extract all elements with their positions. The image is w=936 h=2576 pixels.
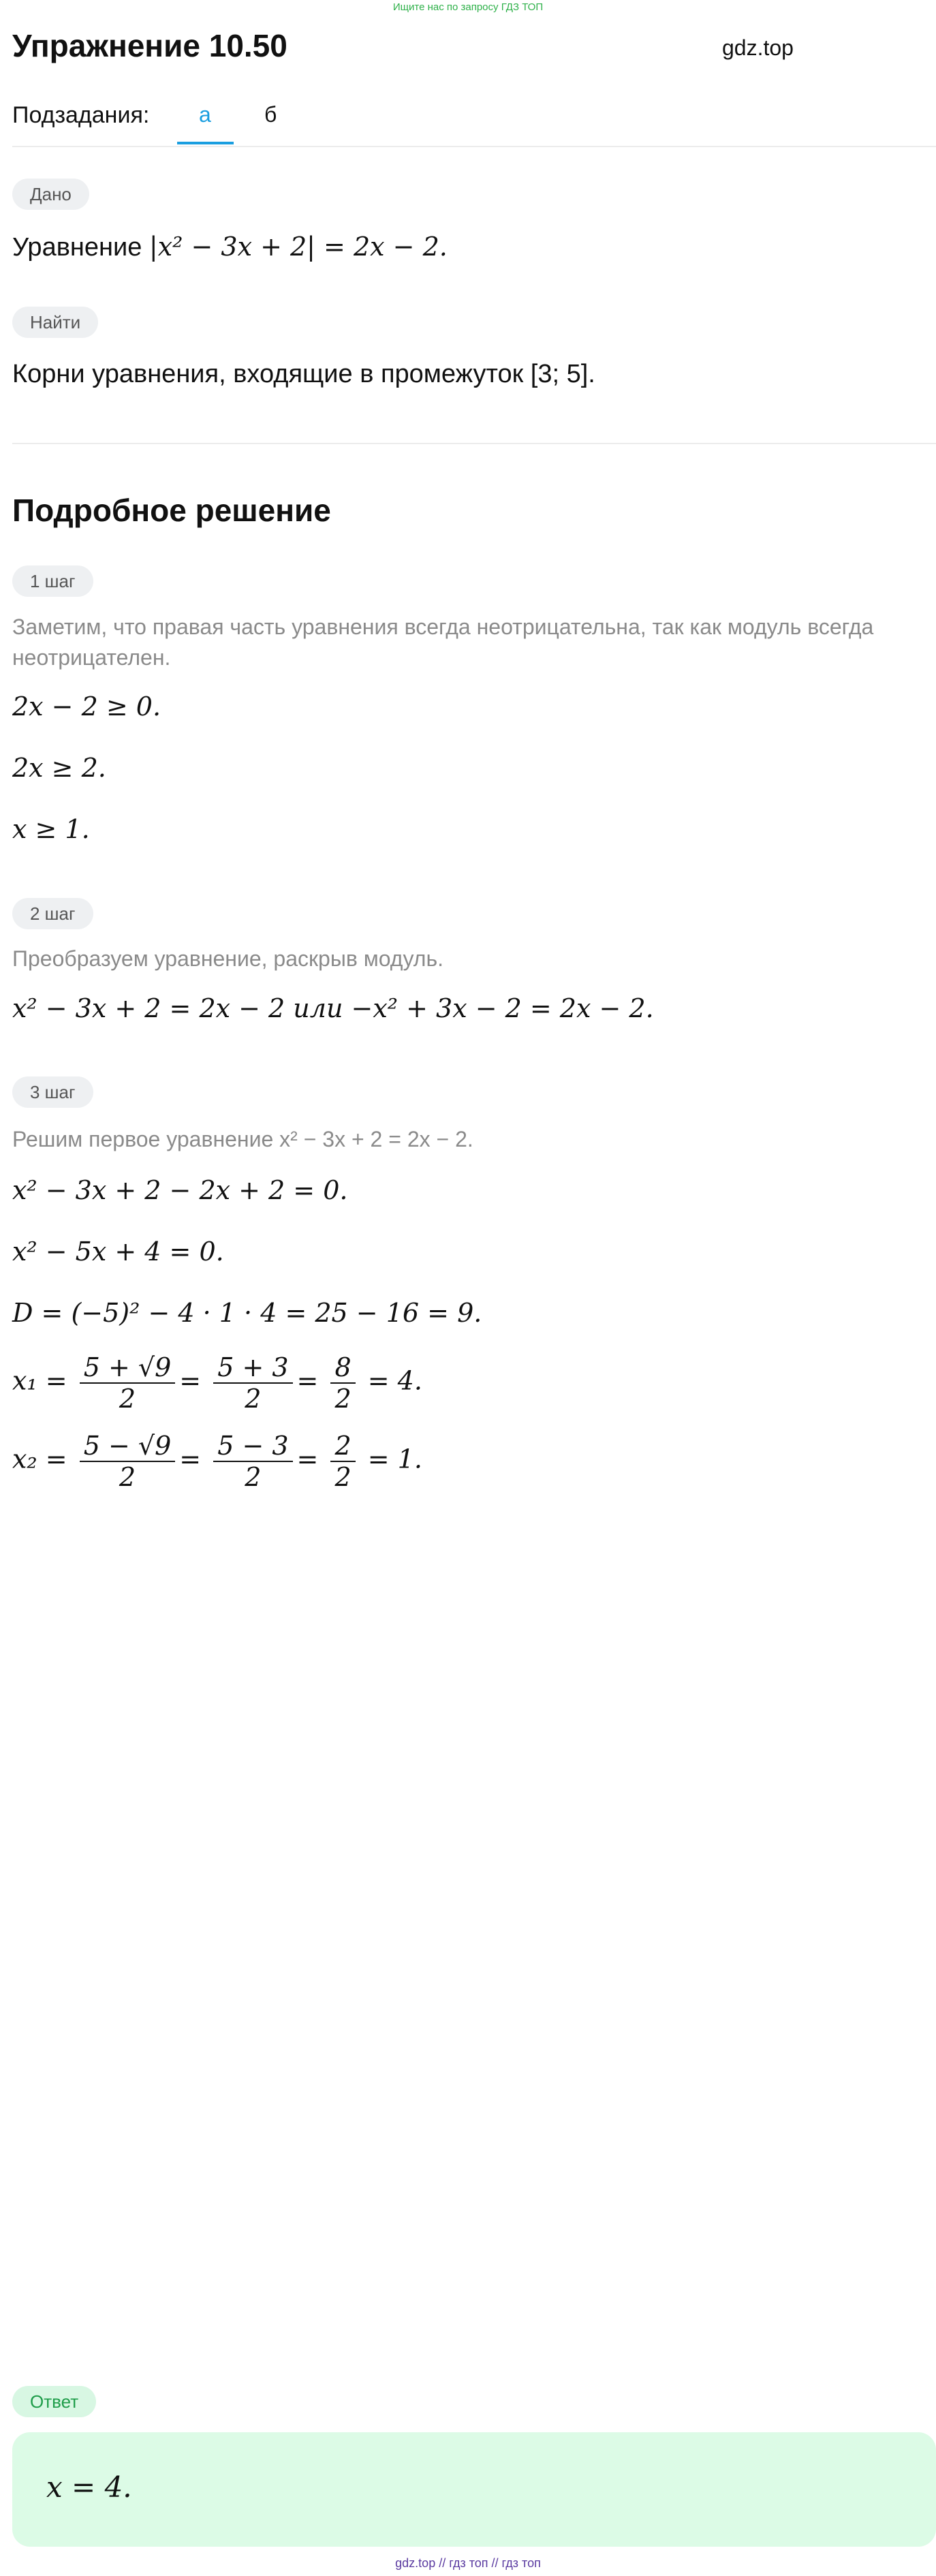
fraction [80, 1431, 176, 1492]
step-description: Преобразуем уравнение, раскрыв модуль. [12, 946, 443, 971]
tab-b[interactable]: б [264, 102, 277, 127]
math-line: x ≥ 1. [12, 814, 90, 844]
math-line: 2x ≥ 2. [12, 753, 106, 783]
active-tab-indicator [177, 142, 234, 144]
given-prefix: Уравнение [12, 233, 142, 262]
given-badge: Дано [12, 179, 89, 210]
denominator: 2 [119, 1384, 136, 1414]
fraction [213, 1431, 292, 1492]
numerator: 5 + √9 [80, 1352, 176, 1384]
root-value: = 1. [367, 1444, 422, 1474]
footer: gdz.top // гдз топ // гдз топ [395, 2556, 541, 2570]
watermark: gdz.top [722, 35, 794, 60]
step-badge: 3 шаг [12, 1076, 93, 1108]
denominator: 2 [334, 1384, 352, 1414]
step-description: Решим первое уравнение x² − 3x + 2 = 2x − 2. [12, 1127, 473, 1151]
root-x2: x₂ = $\frac{5 - √9}{2}$ = $\frac{5 - 3}{2}$ = $\frac{2}{2}$ = 1. [12, 1431, 422, 1492]
numerator: 5 − √9 [80, 1431, 176, 1462]
math-line: x² − 3x + 2 − 2x + 2 = 0. [12, 1175, 348, 1205]
root-label: x₁ = [12, 1365, 67, 1396]
math-line: x² − 3x + 2 = 2x − 2 или −x² + 3x − 2 = 2x − 2. [12, 993, 654, 1023]
denominator: 2 [119, 1462, 136, 1492]
root-x1: x₁ = $\frac{5 + √9}{2}$ = $\frac{5 + 3}{2}$ = $\frac{8}{2}$ = 4. [12, 1352, 422, 1414]
denominator: 2 [245, 1384, 262, 1414]
root-label: x₂ = [12, 1444, 67, 1474]
find-badge: Найти [12, 307, 98, 338]
fraction [213, 1352, 292, 1414]
tab-a[interactable]: а [199, 102, 211, 127]
math-line: 2x − 2 ≥ 0. [12, 692, 161, 721]
divider [12, 443, 936, 444]
root-value: = 4. [367, 1365, 422, 1396]
fraction [330, 1352, 355, 1414]
fraction [80, 1352, 176, 1414]
denominator: 2 [334, 1462, 352, 1492]
find-text: Корни уравнения, входящие в промежуток [3; 5]. [12, 360, 595, 388]
math-line: x² − 5x + 4 = 0. [12, 1237, 224, 1267]
math-line: D = (−5)² − 4 · 1 · 4 = 25 − 16 = 9. [12, 1298, 482, 1328]
top-note: Ищите нас по запросу ГДЗ ТОП [392, 1, 544, 13]
step-description: Заметим, что правая часть уравнения всегда неотрицательна, так как модуль всегда неотрицателен. [12, 615, 874, 670]
subtasks-label: Подзадания: [12, 102, 150, 128]
step-badge: 2 шаг [12, 898, 93, 929]
numerator: 5 + 3 [213, 1352, 292, 1384]
denominator: 2 [245, 1462, 262, 1492]
answer-badge: Ответ [12, 2386, 96, 2417]
numerator: 2 [330, 1431, 355, 1462]
page-title: Упражнение 10.50 [12, 28, 287, 63]
given-text [12, 232, 448, 262]
numerator: 8 [330, 1352, 355, 1384]
answer-box [12, 2432, 936, 2547]
fraction [330, 1431, 355, 1492]
answer-text: x = 4. [46, 2470, 132, 2504]
numerator: 5 − 3 [213, 1431, 292, 1462]
divider [12, 146, 936, 147]
solution-title: Подробное решение [12, 493, 331, 528]
given-equation: |x² − 3x + 2| = 2x − 2. [149, 232, 448, 262]
step-badge: 1 шаг [12, 565, 93, 597]
